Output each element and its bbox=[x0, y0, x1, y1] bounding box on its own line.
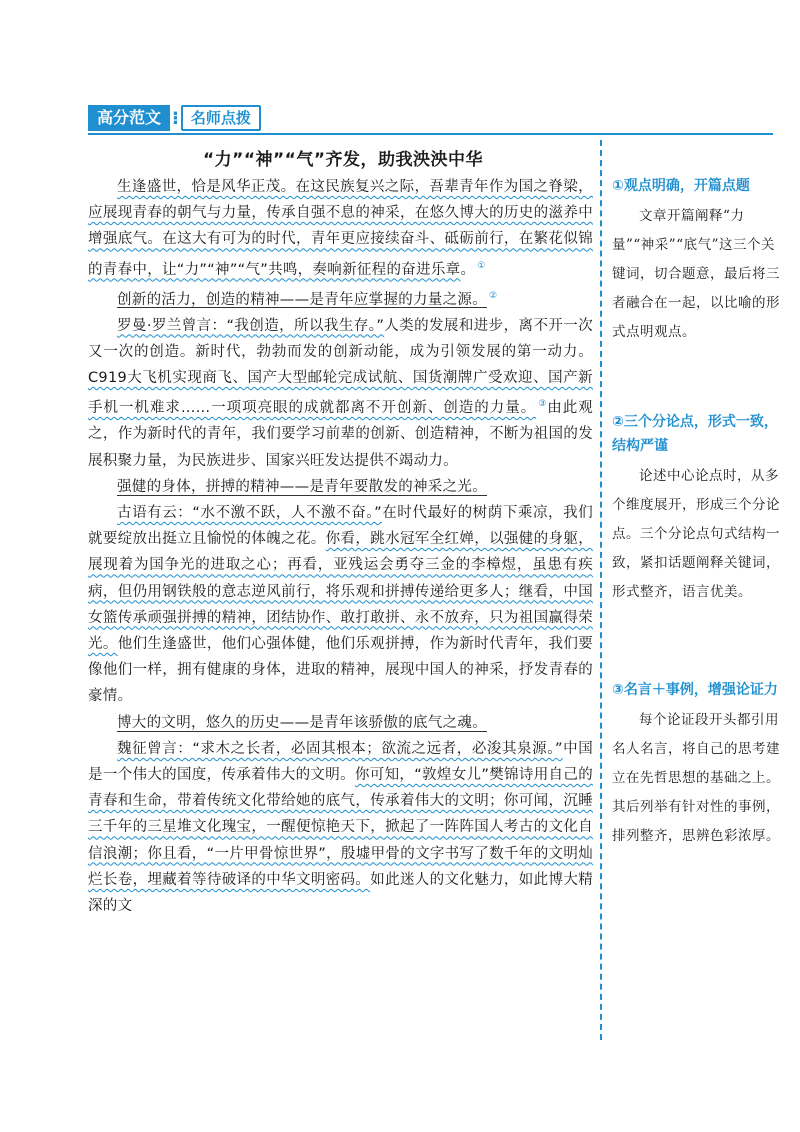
note-3 bbox=[612, 678, 782, 851]
sub-thesis-1: 创新的活力，创造的精神——是青年应掌握的力量之源。 bbox=[117, 291, 487, 308]
example-2: 你看，跳水冠军全红婵，以强健的身躯，展现着为国争光的进取之心；再看，亚残运会勇夺三金的李樟煜，虽患有疾病，但仍用钢铁般的意志逆风前行，将乐观和拼搏传递给更多人；继看，中国女篮传承顽强拼搏的精神，团结协作、敢打敢拼、永不放弃，只为祖国赢得荣光。 bbox=[88, 531, 593, 652]
note-1 bbox=[612, 174, 782, 347]
note-1-body: 文章开篇阐释“力量”“神采”“底气”这三个关键词，切合题意，最后将三者融合在一起，以比喻的形式点明观点。 bbox=[612, 208, 780, 340]
paragraph-intro: 生逢盛世，恰是风华正茂。在这民族复兴之际，吾辈青年作为国之脊梁，应展现青春的朝气与力量，传承自强不息的神采，在悠久博大的历史的滋养中增强底气。在这大有可为的时代，青年更应接续奋斗、砥砺前行，在繁花似锦的青春中，让“力”“神”“气”共鸣，奏响新征程的奋进乐章。 ① bbox=[88, 179, 593, 278]
note-2-heading: ②三个分论点，形式一致，结构严谨 bbox=[612, 414, 778, 454]
note-1-heading: ①观点明确，开篇点题 bbox=[612, 178, 750, 194]
essay-title: “力”“神”“气”齐发，助我泱泱中华 bbox=[202, 150, 484, 170]
column-divider bbox=[600, 140, 602, 1040]
note-marker-2: ② bbox=[489, 290, 498, 301]
header-rule bbox=[88, 133, 773, 135]
tag-sub-label: 名师点拨 bbox=[181, 105, 261, 131]
example-3: 你可知，“敦煌女儿”樊锦诗用自己的青春和生命，带着传统文化带给她的底气，传承着伟大的文明；你可闻，沉睡三千年的三星堆文化瑰宝，一醒便惊艳天下，掀起了一阵阵国人考古的文化自信浪潮；你且看，“一片甲骨惊世界”，殷墟甲骨的文字书写了数千年的文明灿烂长卷，埋藏着等待破译的中华文明密码。 bbox=[88, 766, 593, 888]
essay-body bbox=[88, 174, 593, 1038]
example-1: C919大飞机实现商飞、国产大型邮轮完成试航、国货潮牌广受欢迎、国产新手机一机难求……一项项亮眼的成就都离不开创新、创造的力量。 bbox=[88, 370, 593, 417]
paragraph-argument-3: 魏征曾言：“求木之长者，必固其根本；欲流之远者，必浚其泉源。”中国是一个伟大的国度，传承着伟大的文明。你可知，“敦煌女儿”樊锦诗用自己的青春和生命，带着传统文化带给她的底气，传承着伟大的文明；你可闻，沉睡三千年的三星堆文化瑰宝，一醒便惊艳天下，掀起了一阵阵国人考古的文化自信浪潮；你且看，“一片甲骨惊世界”，殷墟甲骨的文字书写了数千年的文明灿烂长卷，埋藏着等待破译的中华文明密码。如此迷人的文化魅力，如此博大精深的文 bbox=[88, 740, 593, 914]
sub-thesis-2: 强健的身体，拼搏的精神——是青年要散发的神采之光。 bbox=[117, 478, 487, 495]
note-3-body: 每个论证段开头都引用名人名言，将自己的思考建立在先哲思想的基础之上。其后列举有针对性的事例，排列整齐，思辨色彩浓厚。 bbox=[612, 712, 780, 844]
note-2-body: 论述中心论点时，从多个维度展开，形成三个分论点。三个分论点句式结构一致，紧扣话题阐释关键词，形式整齐，语言优美。 bbox=[612, 468, 780, 600]
paragraph-argument-1: 罗曼·罗兰曾言：“我创造，所以我生存。”人类的发展和进步，离不开一次又一次的创造。新时代，勃勃而发的创新动能，成为引领发展的第一动力。C919大飞机实现商飞、国产大型邮轮完成试航、国货潮牌广受欢迎、国产新手机一机难求……一项项亮眼的成就都离不开创新、创造的力量。 ③由此观之，作为新时代的青年，我们要学习前辈的创新、创造精神，不断为祖国的发展积聚力量，为民族进步、国家兴旺发达提供不竭动力。 bbox=[88, 317, 593, 469]
intro-text: 生逢盛世，恰是风华正茂。在这民族复兴之际，吾辈青年作为国之脊梁，应展现青春的朝气与力量，传承自强不息的神采，在悠久博大的历史的滋养中增强底气。在这大有可为的时代，青年更应接续奋斗、砥砺前行，在繁花似锦的青春中，让“力”“神”“气”共鸣，奏响新征程的奋进乐章 bbox=[88, 179, 593, 278]
paragraph-argument-2: 古语有云：“水不激不跃，人不激不奋。”在时代最好的树荫下乘凉，我们就要绽放出挺立且愉悦的体魄之花。你看，跳水冠军全红婵，以强健的身躯，展现着为国争光的进取之心；再看，亚残运会勇夺三金的李樟煜，虽患有疾病，但仍用钢铁般的意志逆风前行，将乐观和拼搏传递给更多人；继看，中国女篮传承顽强拼搏的精神，团结协作、敢打敢拼、永不放弃，只为祖国赢得荣光。他们生逢盛世，他们心强体健，他们乐观拼搏，作为新时代青年，我们要像他们一样，拥有健康的身体，进取的精神，展现中国人的神采，抒发青春的豪情。 bbox=[88, 504, 593, 705]
quote-1: 罗曼·罗兰曾言：“我创造，所以我生存。” bbox=[117, 317, 385, 334]
paragraph-thesis-1 bbox=[88, 283, 593, 313]
quote-2: 古语有云：“水不激不跃，人不激不奋。” bbox=[117, 504, 382, 521]
note-marker-3: ③ bbox=[538, 399, 548, 410]
note-2 bbox=[612, 410, 782, 607]
tag-main-label: 高分范文 bbox=[88, 105, 170, 131]
note-marker-1: ① bbox=[477, 260, 486, 271]
paragraph-thesis-2 bbox=[88, 474, 593, 500]
sub-thesis-3: 博大的文明，悠久的历史——是青年该骄傲的底气之魂。 bbox=[117, 714, 487, 731]
paragraph-thesis-3 bbox=[88, 710, 593, 736]
quote-3: 魏征曾言：“求木之长者，必固其根本；欲流之远者，必浚其泉源。” bbox=[117, 740, 563, 757]
note-3-heading: ③名言＋事例，增强论证力 bbox=[612, 682, 778, 698]
tag-separator: ⁝ bbox=[172, 107, 179, 129]
section-tag bbox=[88, 105, 261, 131]
